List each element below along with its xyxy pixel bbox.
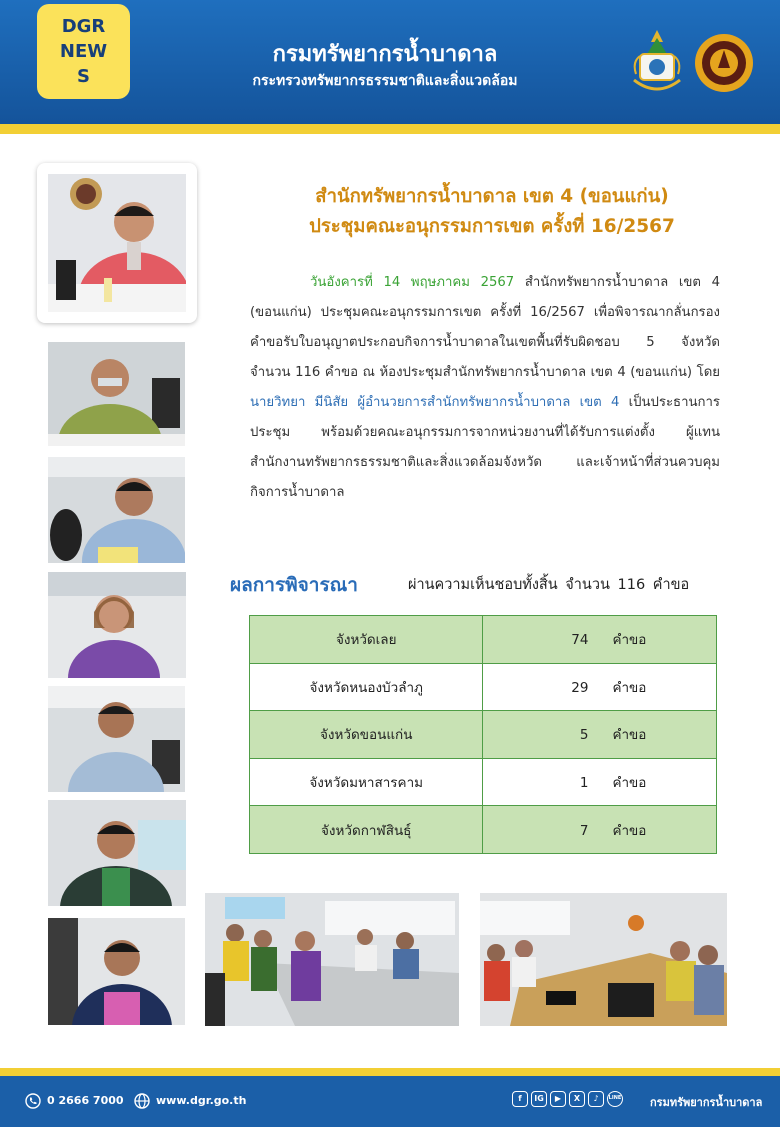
dgr-news-badge-text: DGR NEWS (59, 16, 108, 87)
facebook-icon[interactable]: f (512, 1091, 528, 1107)
youtube-icon[interactable]: ▶ (550, 1091, 566, 1107)
request-count: 7 (579, 822, 589, 839)
request-unit: คำขอ (612, 632, 647, 649)
request-unit: คำขอ (612, 822, 647, 839)
province-name: จังหวัดเลย (250, 616, 483, 664)
table-row (250, 663, 717, 711)
department-emblem-icon (630, 28, 684, 98)
committee-photo-1 (48, 342, 185, 446)
dgr-news-badge (37, 4, 130, 99)
article-title-line-2: ประชุมคณะอนุกรรมการเขต ครั้งที่ 16/2567 (309, 216, 675, 237)
request-count: 1 (579, 775, 589, 792)
committee-photo-2 (48, 457, 185, 563)
article-title (232, 182, 752, 242)
globe-icon (134, 1093, 150, 1109)
province-name: จังหวัดหนองบัวลำภู (250, 663, 483, 711)
request-count-cell (483, 758, 717, 806)
article-body (250, 268, 720, 508)
province-name: จังหวัดขอนแก่น (250, 711, 483, 759)
ministry-seal-icon (694, 32, 754, 94)
social-icons (512, 1091, 623, 1107)
province-name: จังหวัดกาฬสินธุ์ (250, 806, 483, 854)
footer-accent-line (0, 1068, 780, 1076)
result-summary: ผ่านความเห็นชอบทั้งสิ้น จำนวน 116 คำขอ (408, 577, 690, 593)
footer-phone[interactable]: 0 2666 7000 (47, 1094, 124, 1107)
phone-icon (25, 1093, 41, 1109)
footer-department: กรมทรัพยากรน้ำบาดาล (650, 1096, 763, 1109)
table-row (250, 711, 717, 759)
table-row (250, 616, 717, 664)
committee-photo-4 (48, 686, 185, 792)
table-row (250, 758, 717, 806)
meeting-date: วันอังคารที่ 14 พฤษภาคม 2567 (310, 275, 515, 290)
request-unit: คำขอ (612, 727, 647, 744)
chairman-photo (48, 174, 186, 312)
article-title-line-1: สำนักทรัพยากรน้ำบาดาล เขต 4 (ขอนแก่น) (315, 186, 669, 207)
committee-photo-3 (48, 572, 186, 678)
chairperson-name: นายวิทยา มีนิสัย ผู้อำนวยการสำนักทรัพยากรน้ำบาดาล เขต 4 (250, 395, 620, 410)
header-accent-line (0, 124, 780, 134)
request-count-cell (483, 616, 717, 664)
request-count-cell (483, 663, 717, 711)
line-icon[interactable]: LINE (607, 1091, 623, 1107)
request-count-cell (483, 806, 717, 854)
request-unit: คำขอ (612, 775, 647, 792)
request-count: 5 (579, 727, 589, 744)
committee-photo-6 (48, 918, 185, 1025)
result-label: ผลการพิจารณา (230, 574, 358, 596)
request-count-cell (483, 711, 717, 759)
tiktok-icon[interactable]: ♪ (588, 1091, 604, 1107)
province-name: จังหวัดมหาสารคาม (250, 758, 483, 806)
province-request-table (249, 615, 717, 854)
meeting-room-photo-1 (205, 893, 459, 1026)
request-count: 74 (571, 632, 589, 649)
instagram-icon[interactable]: IG (531, 1091, 547, 1107)
request-count: 29 (571, 679, 589, 696)
table-row (250, 806, 717, 854)
x-icon[interactable]: X (569, 1091, 585, 1107)
article-body-part-1: สำนักทรัพยากรน้ำบาดาล เขต 4 (ขอนแก่น) ประชุมคณะอนุกรรมการเขต ครั้งที่ 16/2567 เพื่อพิจารณากลั่นกรองคำขอรับใบอนุญาตประกอบกิจการน้ำบาดาลในเขตพื้นที่รับผิดชอบ 5 จังหวัด จำนวน 116 คำขอ ณ ห้องประชุมสำนักทรัพยากรน้ำบาดาล เขต 4 (ขอนแก่น) โดย (250, 275, 721, 380)
request-unit: คำขอ (612, 679, 647, 696)
ministry-subtitle: กระทรวงทรัพยากรธรรมชาติและสิ่งแวดล้อม (252, 73, 518, 89)
footer-website[interactable]: www.dgr.go.th (156, 1094, 247, 1107)
committee-photo-5 (48, 800, 186, 906)
meeting-room-photo-2 (480, 893, 727, 1026)
article-body-part-2: เป็นประธานการประชุม พร้อมด้วยคณะอนุกรรมการจากหน่วยงานที่ได้รับการแต่งตั้ง ผู้แทนสำนักงานทรัพยากรธรรมชาติและสิ่งแวดล้อมจังหวัด และเจ้าหน้าที่ส่วนควบคุมกิจการน้ำบาดาล (250, 395, 720, 500)
department-title: กรมทรัพยากรน้ำบาดาล (272, 42, 498, 67)
